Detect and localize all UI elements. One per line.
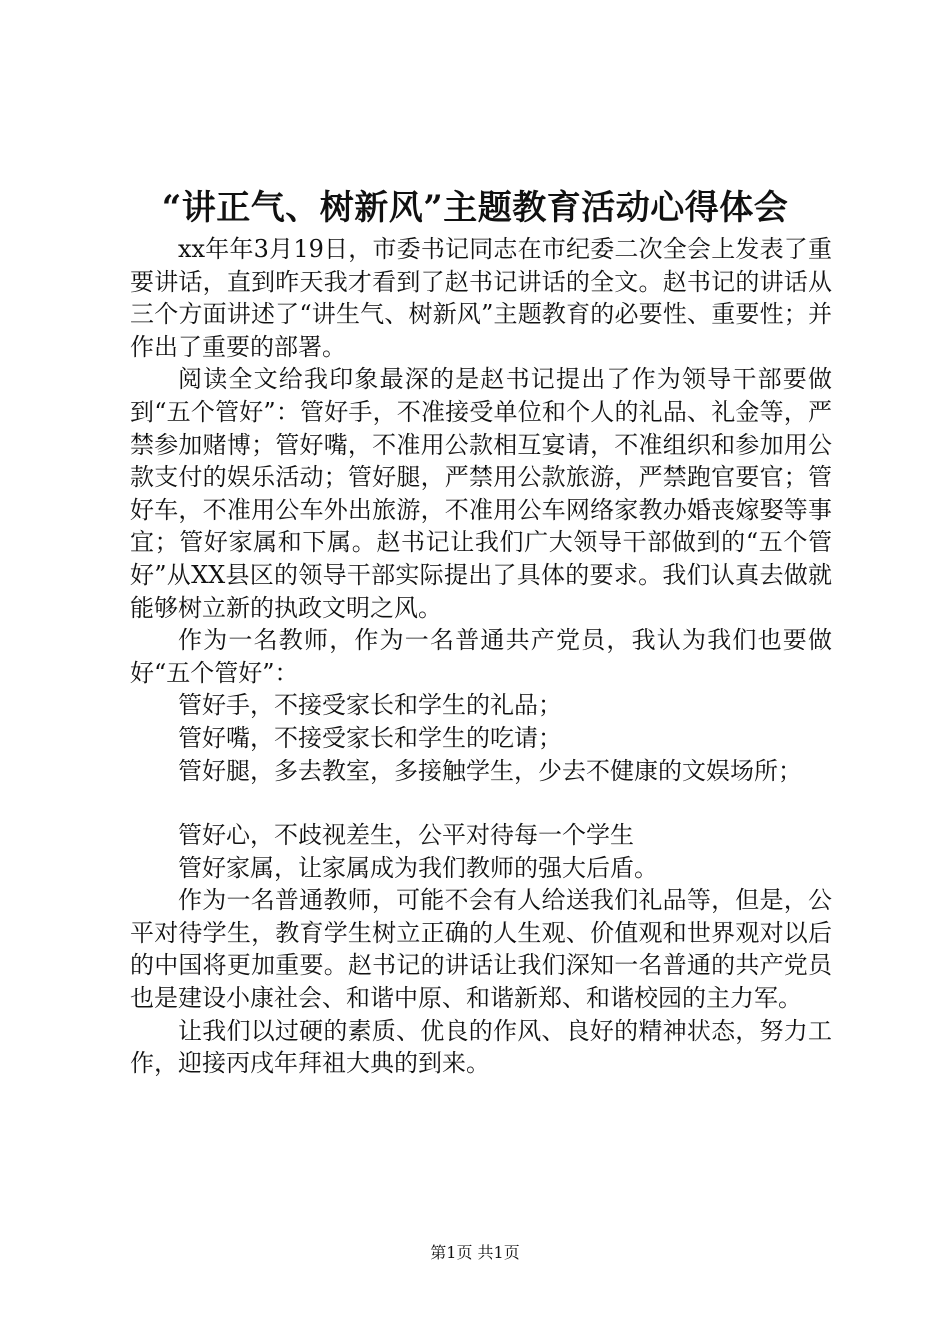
paragraph-closing: 让我们以过硬的素质、优良的作风、良好的精神状态，努力工作，迎接丙戌年拜祖大典的到来。 bbox=[130, 1016, 832, 1078]
list-item-hands: 管好手，不接受家长和学生的礼品； bbox=[178, 691, 562, 720]
list-item-family: 管好家属，让家属成为我们教师的强大后盾。 bbox=[178, 853, 658, 882]
document-title: “讲正气、树新风”主题教育活动心得体会 bbox=[161, 188, 789, 228]
list-item-legs: 管好腿，多去教室，多接触学生，少去不健康的文娱场所； bbox=[178, 756, 802, 785]
list-item-mouth: 管好嘴，不接受家长和学生的吃请； bbox=[178, 723, 562, 752]
document-body bbox=[130, 233, 832, 1080]
paragraph-intro: xx年年3月19日，市委书记同志在市纪委二次全会上发表了重要讲话，直到昨天我才看到了赵书记讲话的全文。赵书记的讲话从三个方面讲述了“讲生气、树新风”主题教育的必要性、重要性；并作出了重要的部署。 bbox=[130, 235, 832, 361]
paragraph-five-controls: 阅读全文给我印象最深的是赵书记提出了作为领导干部要做到“五个管好”：管好手，不准接受单位和个人的礼品、礼金等，严禁参加赌博；管好嘴，不准用公款相互宴请，不准组织和参加用公款支付的娱乐活动；管好腿，严禁用公款旅游，严禁跑官要官；管好车，不准用公车外出旅游，不准用公车网络家教办婚丧嫁娶等事宜；管好家属和下属。赵书记让我们广大领导干部做到的“五个管好”从XX县区的领导干部实际提出了具体的要求。我们认真去做就能够树立新的执政文明之风。 bbox=[130, 365, 832, 622]
page-footer: 第1页 共1页 bbox=[430, 1243, 520, 1262]
paragraph-teacher: 作为一名教师，作为一名普通共产党员，我认为我们也要做好“五个管好”： bbox=[130, 626, 832, 687]
paragraph-ordinary-teacher: 作为一名普通教师，可能不会有人给送我们礼品等，但是，公平对待学生，教育学生树立正确的人生观、价值观和世界观对以后的中国将更加重要。赵书记的讲话让我们深知一名普通的共产党员也是建设小康社会、和谐中原、和谐新郑、和谐校园的主力军。 bbox=[130, 886, 832, 1013]
list-item-heart: 管好心，不歧视差生，公平对待每一个学生 bbox=[178, 821, 634, 850]
